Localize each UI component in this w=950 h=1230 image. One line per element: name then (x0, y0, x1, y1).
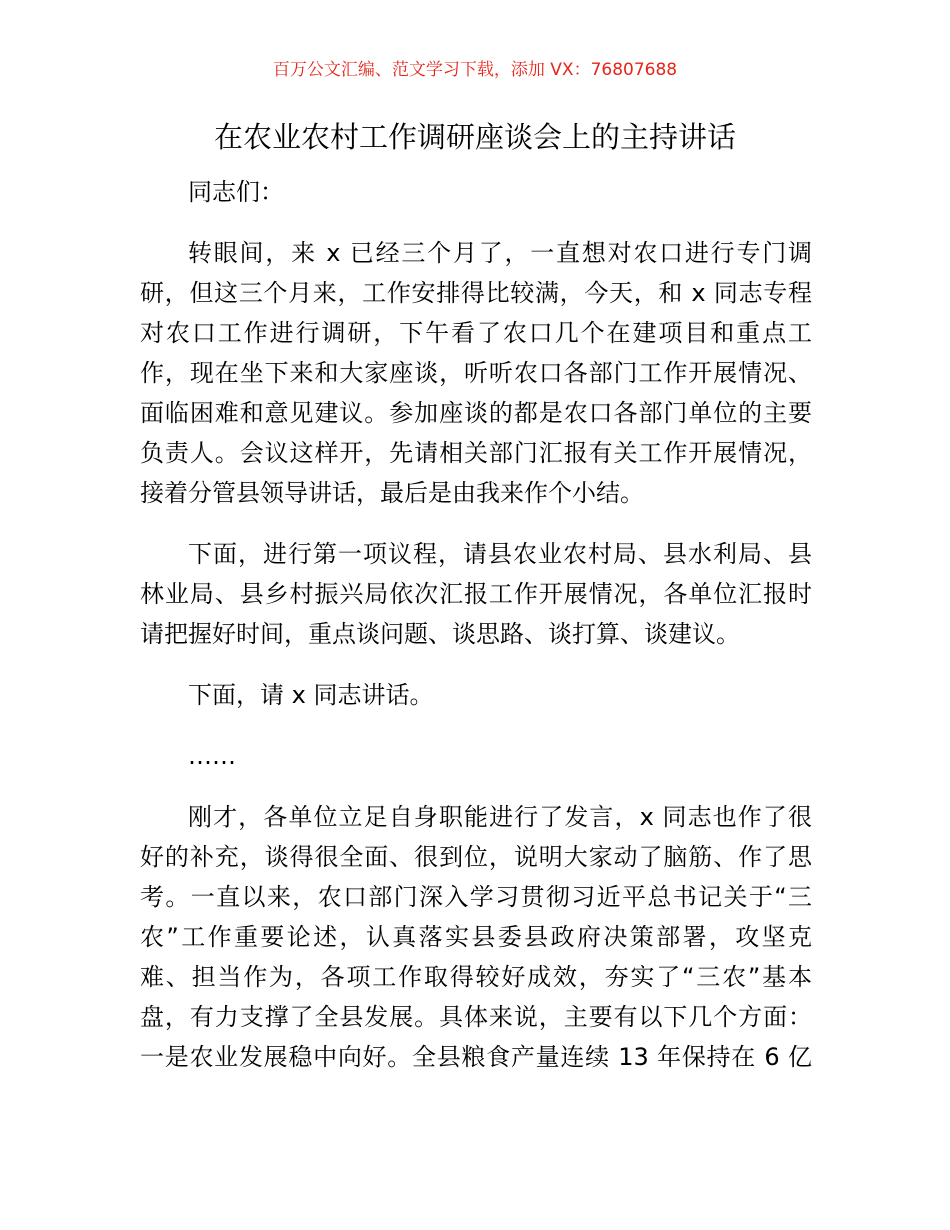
paragraph-agenda (140, 534, 812, 654)
paragraph-line: 盘，有力支撑了全县发展。具体来说，主要有以下几个方面： (140, 1003, 812, 1031)
paragraph-line: 下面，进行第一项议程，请县农业农村局、县水利局、县 (188, 540, 812, 568)
paragraph-line: 作，现在坐下来和大家座谈，听听农口各部门工作开展情况、 (140, 359, 812, 387)
paragraph-line: 刚才，各单位立足自身职能进行了发言，x 同志也作了很 (188, 803, 812, 831)
paragraph-line: 下面，请 x 同志讲话。 (188, 681, 434, 709)
paragraph-line: 好的补充，谈得很全面、很到位，说明大家动了脑筋、作了思 (140, 843, 812, 871)
paragraph-line: 考。一直以来，农口部门深入学习贯彻习近平总书记关于“三 (140, 883, 812, 911)
paragraph-line: 研，但这三个月来，工作安排得比较满，今天，和 x 同志专程 (140, 279, 812, 307)
salutation: 同志们： (188, 178, 284, 206)
paragraph-line: 难、担当作为，各项工作取得较好成效，夯实了“三农”基本 (140, 963, 812, 991)
paragraph-summary (140, 797, 812, 1077)
paragraph-line: 农”工作重要论述，认真落实县委县政府决策部署，攻坚克 (140, 923, 812, 951)
paragraph-line: 负责人。会议这样开，先请相关部门汇报有关工作开展情况， (140, 439, 812, 467)
paragraph-ellipsis (140, 736, 812, 776)
paragraph-line: 接着分管县领导讲话，最后是由我来作个小结。 (140, 479, 644, 507)
paragraph-line: 请把握好时间，重点谈问题、谈思路、谈打算、谈建议。 (140, 620, 740, 648)
paragraph-speech-invite (140, 675, 812, 715)
paragraph-line: 林业局、县乡村振兴局依次汇报工作开展情况，各单位汇报时 (140, 580, 812, 608)
ellipsis-line: …… (188, 742, 236, 770)
paragraph-line: 面临困难和意见建议。参加座谈的都是农口各部门单位的主要 (140, 399, 812, 427)
paragraph-line: 对农口工作进行调研，下午看了农口几个在建项目和重点工 (140, 319, 812, 347)
paragraph-line: 一是农业发展稳中向好。全县粮食产量连续 13 年保持在 6 亿 (140, 1043, 812, 1071)
header-banner: 百万公文汇编、范文学习下载，添加 VX：76807688 (272, 60, 678, 80)
paragraph-line: 转眼间，来 x 已经三个月了，一直想对农口进行专门调 (188, 239, 812, 267)
paragraph-opening (140, 233, 812, 513)
document-title: 在农业农村工作调研座谈会上的主持讲话 (213, 120, 736, 154)
document-body (140, 172, 812, 1077)
